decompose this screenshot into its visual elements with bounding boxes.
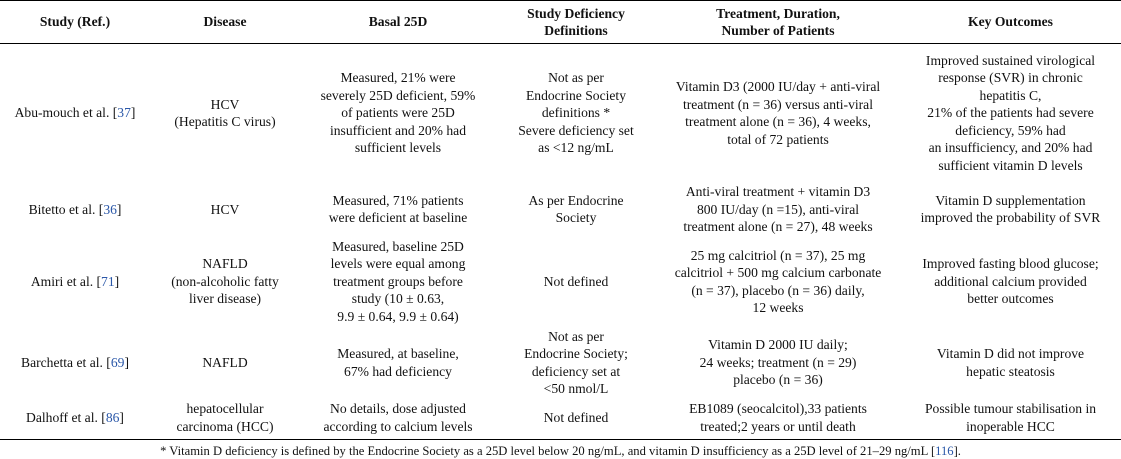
outcomes-cell: [900, 237, 1121, 327]
definitions-cell: [496, 182, 656, 237]
cell-line: <50 nmol/L: [543, 381, 609, 396]
cell-line: response (SVR) in chronic: [938, 70, 1083, 86]
header-definitions: Study Deficiency Definitions: [496, 1, 656, 44]
header-study: Study (Ref.): [0, 1, 150, 44]
cell-line: Measured, 21% were: [340, 70, 456, 86]
cell-line: calcitriol + 500 mg calcium carbonate: [674, 265, 882, 280]
cell-line: treatment alone (n = 27), 48 weeks: [683, 219, 873, 234]
study-cell: [0, 237, 150, 327]
study-cell: [0, 399, 150, 440]
outcomes-cell: [900, 327, 1121, 399]
cell-line: Not as per: [548, 328, 604, 344]
study-cell: [0, 44, 150, 183]
reference-bracket: ]: [124, 354, 129, 370]
cell-line: treatment (n = 36) versus anti-viral: [683, 96, 873, 112]
cell-line: total of 72 patients: [727, 131, 829, 147]
cell-line: 24 weeks; treatment (n = 29): [699, 354, 857, 370]
cell-line: sufficient levels: [354, 140, 442, 156]
disease-cell: [150, 399, 300, 440]
cell-line: 21% of the patients had severe: [927, 105, 1094, 121]
cell-line: Improved sustained virological: [925, 52, 1096, 68]
treatment-cell: [656, 182, 900, 237]
header-key-outcomes: Key Outcomes: [900, 1, 1121, 44]
cell-line: Not as per: [548, 70, 604, 86]
study-cell: [0, 327, 150, 399]
cell-line: study (10 ± 0.63,: [351, 291, 445, 307]
header-row: [0, 1, 1121, 44]
cell-line: deficiency set at: [531, 363, 621, 379]
cell-line: Vitamin D 2000 IU daily;: [708, 337, 848, 353]
cell-line: placebo (n = 36): [733, 372, 823, 388]
reference-link[interactable]: 69: [110, 354, 125, 370]
table-row: [0, 327, 1121, 399]
reference-bracket: ]: [119, 409, 124, 425]
cell-line: 67% had deficiency: [344, 363, 452, 379]
cell-line: Improved fasting blood glucose;: [922, 256, 1099, 272]
cell-line: of patients were 25D: [341, 105, 455, 121]
study-name: Abu-mouch et al. [: [14, 105, 118, 121]
table-row: [0, 237, 1121, 327]
cell-line: hepatocellular: [186, 401, 264, 416]
basal-25d-cell: [300, 399, 496, 440]
table-footnote: [0, 443, 1121, 459]
cell-line: definitions *: [541, 105, 611, 121]
cell-line: (n = 37), placebo (n = 36) daily,: [691, 282, 865, 298]
table-row: [0, 399, 1121, 440]
basal-25d-cell: [300, 237, 496, 327]
cell-line: inoperable HCC: [966, 418, 1055, 434]
basal-25d-cell: [300, 182, 496, 237]
disease-cell: [150, 327, 300, 399]
cell-line: HCV: [210, 96, 240, 112]
study-cell: [0, 182, 150, 237]
footnote-end: ].: [953, 443, 961, 458]
cell-line: 800 IU/day (n =15), anti-viral: [696, 201, 860, 217]
cell-line: Vitamin D3 (2000 IU/day + anti-viral: [675, 79, 881, 94]
cell-line: NAFLD: [202, 256, 248, 272]
treatment-cell: [656, 399, 900, 440]
study-name: Amiri et al. [: [30, 273, 102, 289]
cell-line: insufficient and 20% had: [329, 122, 467, 138]
cell-line: (non-alcoholic fatty: [171, 273, 279, 289]
reference-bracket: ]: [114, 273, 120, 289]
reference-link[interactable]: 37: [117, 105, 131, 121]
outcomes-cell: [900, 182, 1121, 237]
cell-line: carcinoma (HCC): [176, 418, 274, 434]
basal-25d-cell: [300, 327, 496, 399]
treatment-cell: [656, 327, 900, 399]
cell-line: Endocrine Society: [525, 87, 627, 103]
cell-line: were deficient at baseline: [328, 210, 468, 226]
cell-line: according to calcium levels: [323, 418, 473, 434]
cell-line: treatment alone (n = 36), 4 weeks,: [685, 114, 871, 129]
cell-line: sufficient vitamin D levels: [938, 157, 1083, 173]
footnote-reference-link[interactable]: 116: [935, 443, 954, 458]
definitions-cell: [496, 44, 656, 183]
header-treatment: Treatment, Duration, Number of Patients: [656, 1, 900, 44]
cell-line: hepatic steatosis: [966, 363, 1055, 379]
cell-line: additional calcium provided: [934, 273, 1087, 289]
cell-line: 9.9 ± 0.64, 9.9 ± 0.64): [337, 308, 459, 324]
study-name: Bitetto et al. [: [28, 201, 104, 217]
basal-25d-cell: [300, 44, 496, 183]
header-disease: Disease: [150, 1, 300, 44]
definitions-cell: [496, 327, 656, 399]
treatment-cell: [656, 237, 900, 327]
cell-line: Measured, at baseline,: [337, 346, 459, 361]
cell-line: treatment groups before: [333, 273, 463, 289]
disease-cell: [150, 182, 300, 237]
table-row: [0, 182, 1121, 237]
treatment-cell: [656, 44, 900, 183]
cell-line: EB1089 (seocalcitol),33 patients: [689, 401, 867, 416]
reference-link[interactable]: 71: [101, 273, 115, 289]
cell-line: Possible tumour stabilisation in: [924, 401, 1097, 416]
cell-line: deficiency, 59% had: [955, 122, 1066, 138]
cell-line: Endocrine Society;: [524, 346, 628, 361]
cell-line: 25 mg calcitriol (n = 37), 25 mg: [690, 247, 866, 263]
cell-line: an insufficiency, and 20% had: [928, 140, 1093, 156]
reference-link[interactable]: 86: [105, 409, 120, 425]
cell-line: improved the probability of SVR: [920, 210, 1101, 226]
cell-line: Society: [555, 210, 597, 226]
disease-cell: [150, 237, 300, 327]
cell-line: Measured, 71% patients: [332, 192, 464, 208]
reference-bracket: ]: [130, 105, 136, 121]
cell-line: Severe deficiency set: [518, 122, 634, 138]
study-name: Dalhoff et al. [: [26, 409, 106, 425]
cell-line: 12 weeks: [752, 300, 804, 315]
table-row: [0, 44, 1121, 183]
cell-line: HCV: [210, 201, 240, 217]
cell-line: Vitamin D did not improve: [936, 346, 1085, 361]
header-basal-25d: Basal 25D: [300, 1, 496, 44]
cell-line: Measured, baseline 25D: [332, 238, 464, 254]
cell-line: (Hepatitis C virus): [174, 114, 276, 129]
cell-line: hepatitis C,: [979, 87, 1042, 103]
cell-line: better outcomes: [967, 291, 1054, 307]
definitions-cell: [496, 399, 656, 440]
cell-line: severely 25D deficient, 59%: [320, 87, 476, 103]
reference-bracket: ]: [116, 201, 122, 217]
cell-line: As per Endocrine: [528, 192, 624, 208]
cell-line: Vitamin D supplementation: [935, 192, 1086, 208]
footnote-text: * Vitamin D deficiency is defined by the Endocrine Society as a 25D level below 20 ng/mL, and vitamin D insufficiency as a 25D level of 21–29 ng/mL [: [160, 443, 936, 458]
outcomes-cell: [900, 399, 1121, 440]
reference-link[interactable]: 36: [103, 201, 117, 217]
cell-line: Anti-viral treatment + vitamin D3: [685, 184, 871, 199]
cell-line: levels were equal among: [330, 256, 466, 272]
cell-line: as <12 ng/mL: [538, 140, 614, 156]
cell-line: liver disease): [188, 291, 262, 307]
cell-line: treated;2 years or until death: [700, 418, 856, 434]
definitions-cell: [496, 237, 656, 327]
study-name: Barchetta et al. [: [21, 354, 111, 370]
disease-cell: [150, 44, 300, 183]
cell-line: NAFLD: [202, 354, 248, 370]
cell-line: Not defined: [543, 273, 609, 289]
cell-line: Not defined: [543, 409, 609, 425]
cell-line: No details, dose adjusted: [330, 401, 466, 416]
outcomes-cell: [900, 44, 1121, 183]
